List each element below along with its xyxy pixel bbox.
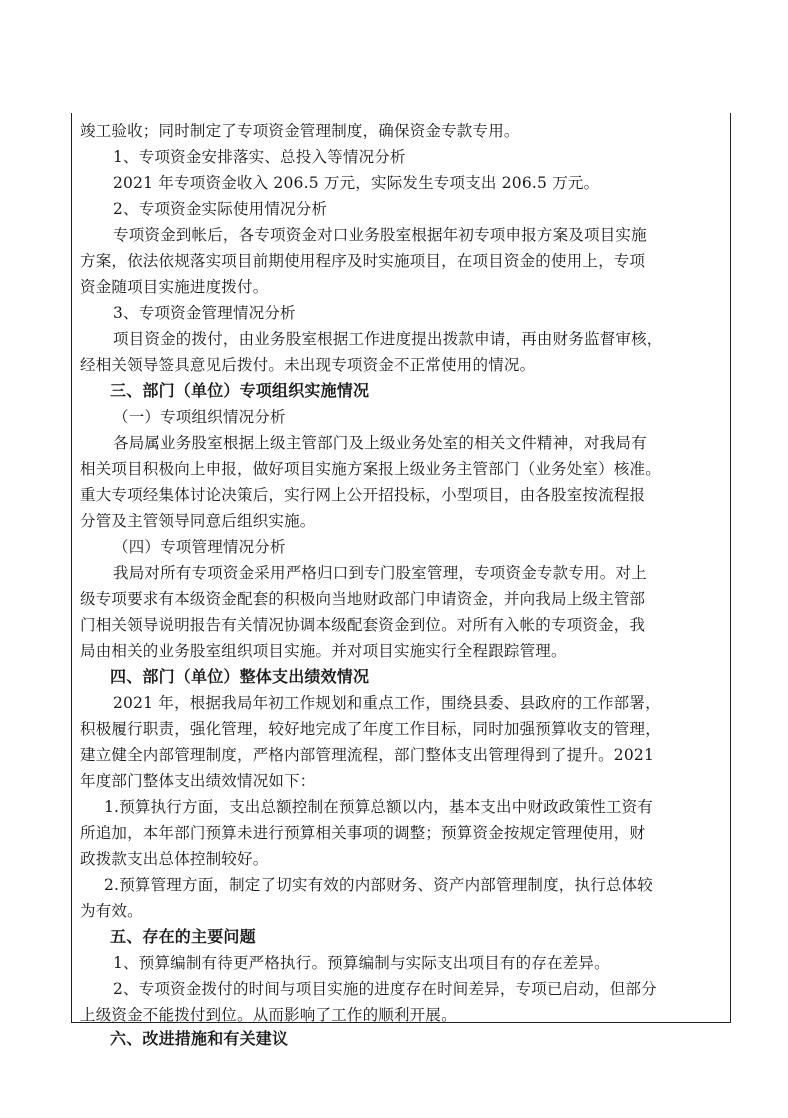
text-line: 相关项目积极向上申报，做好项目实施方案报上级业务主管部门（业务处室）核准。 bbox=[80, 460, 661, 478]
text-line: 1、预算编制有待更严格执行。预算编制与实际支出项目有的存在差异。 bbox=[113, 954, 610, 972]
text-line: 分管及主管领导同意后组织实施。 bbox=[80, 512, 316, 530]
text-line: 年度部门整体支出绩效情况如下： bbox=[80, 772, 316, 790]
text-line: 积极履行职责，强化管理，较好地完成了年度工作目标，同时加强预算收支的管理， bbox=[80, 720, 661, 738]
text-line: 政拨款支出总体控制较好。 bbox=[80, 850, 269, 868]
text-line: 建立健全内部管理制度，严格内部管理流程，部门整体支出管理得到了提升。2021 bbox=[80, 746, 655, 764]
section-heading: 三、部门（单位）专项组织实施情况 bbox=[110, 381, 370, 400]
text-line: 竣工验收；同时制定了专项资金管理制度，确保资金专款专用。 bbox=[80, 122, 520, 140]
subsection-heading: （四）专项管理情况分析 bbox=[113, 538, 286, 556]
text-line: 项目资金的拨付，由业务股室根据工作进度提出拨款申请，再由财务监督审核， bbox=[113, 330, 663, 348]
text-line: 1.预算执行方面，支出总额控制在预算总额以内，基本支出中财政政策性工资有 bbox=[104, 798, 653, 816]
text-line: 2、专项资金实际使用情况分析 bbox=[113, 200, 328, 218]
text-line: 重大专项经集体讨论决策后，实行网上公开招投标，小型项目，由各股室按流程报 bbox=[80, 486, 646, 504]
text-line: 2021 年，根据我局年初工作规划和重点工作，围绕县委、县政府的工作部署， bbox=[113, 694, 661, 712]
text-line: 为有效。 bbox=[80, 902, 143, 920]
section-heading: 五、存在的主要问题 bbox=[110, 927, 256, 946]
text-line: 2、专项资金拨付的时间与项目实施的进度存在时间差异，专项已启动，但部分 bbox=[113, 980, 657, 998]
text-line: 上级资金不能拨付到位。从而影响了工作的顺利开展。 bbox=[80, 1006, 457, 1024]
text-line: 我局对所有专项资金采用严格归口到专门股室管理，专项资金专款专用。对上 bbox=[113, 564, 647, 582]
text-line: 专项资金到帐后，各专项资金对口业务股室根据年初专项申报方案及项目实施 bbox=[113, 226, 647, 244]
text-line: 各局属业务股室根据上级主管部门及上级业务处室的相关文件精神，对我局有 bbox=[113, 434, 647, 452]
text-line: 3、专项资金管理情况分析 bbox=[113, 304, 296, 322]
text-line: 资金随项目实施进度拨付。 bbox=[80, 278, 269, 296]
text-line: 所追加，本年部门预算未进行预算相关事项的调整；预算资金按规定管理使用，财 bbox=[80, 824, 646, 842]
text-line: 门相关领导说明报告有关情况协调本级配套资金到位。对所有入帐的专项资金，我 bbox=[80, 616, 646, 634]
text-line: 1、专项资金安排落实、总投入等情况分析 bbox=[113, 148, 406, 166]
section-heading: 六、改进措施和有关建议 bbox=[110, 1029, 289, 1048]
text-line: 局由相关的业务股室组织项目实施。并对项目实施实行全程跟踪管理。 bbox=[80, 642, 567, 660]
text-line: 级专项要求有本级资金配套的积极向当地财政部门申请资金，并向我局上级主管部 bbox=[80, 590, 646, 608]
text-line: 2.预算管理方面，制定了切实有效的内部财务、资产内部管理制度，执行总体较 bbox=[104, 876, 653, 894]
text-line: 2021 年专项资金收入 206.5 万元，实际发生专项支出 206.5 万元。 bbox=[113, 174, 600, 192]
text-line: 方案，依法依规落实项目前期使用程序及时实施项目，在项目资金的使用上，专项 bbox=[80, 252, 646, 270]
subsection-heading: （一）专项组织情况分析 bbox=[113, 408, 286, 426]
section-heading: 四、部门（单位）整体支出绩效情况 bbox=[110, 667, 370, 686]
text-line: 经相关领导签具意见后拨付。未出现专项资金不正常使用的情况。 bbox=[80, 356, 536, 374]
